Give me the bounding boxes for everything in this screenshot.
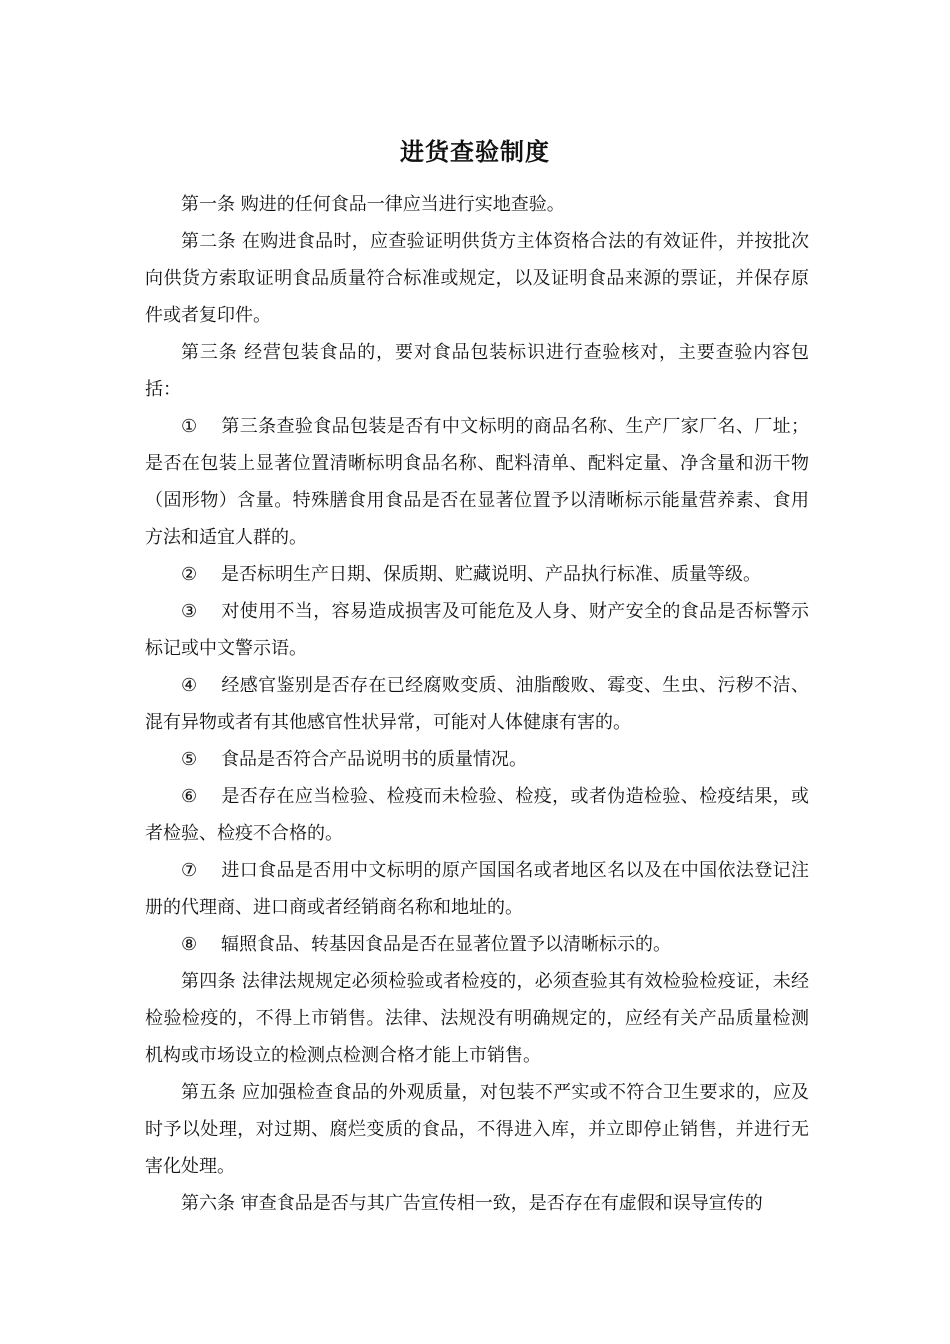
list-item-text: 对使用不当，容易造成损害及可能危及人身、财产安全的食品是否标警示标记或中文警示语。 [145, 601, 809, 659]
article-1 [145, 186, 809, 223]
list-item-text: 进口食品是否用中文标明的原产国国名或者地区名以及在中国依法登记注册的代理商、进口商或者经销商名称和地址的。 [145, 860, 809, 918]
list-item-marker: ⑤ [181, 749, 198, 770]
document-title: 进货查验制度 [400, 137, 550, 166]
article-4 [145, 963, 809, 1074]
article-3-text: 第三条 经营包装食品的，要对食品包装标识进行查验核对，主要查验内容包括： [145, 342, 809, 400]
list-item-text: 是否标明生产日期、保质期、贮藏说明、产品执行标准、质量等级。 [221, 564, 761, 585]
list-item-marker: ⑥ [181, 786, 198, 807]
list-item-text: 是否存在应当检验、检疫而未检验、检疫，或者伪造检验、检疫结果，或者检验、检疫不合格的。 [145, 786, 809, 844]
article-3 [145, 334, 809, 408]
list-item-marker: ⑧ [181, 934, 198, 955]
list-item-marker: ③ [181, 601, 198, 622]
list-item-5 [145, 741, 809, 778]
list-item-3 [145, 593, 809, 667]
list-item-4 [145, 667, 809, 741]
article-6 [145, 1185, 809, 1222]
article-4-text: 第四条 法律法规规定必须检验或者检疫的，必须查验其有效检验检疫证，未经检验检疫的，不得上市销售。法律、法规没有明确规定的，应经有关产品质量检测机构或市场设立的检测点检测合格才能上市销售。 [145, 971, 809, 1066]
list-item-text: 第三条查验食品包装是否有中文标明的商品名称、生产厂家厂名、厂址；是否在包装上显著位置清晰标明食品名称、配料清单、配料定量、净含量和沥干物（固形物）含量。特殊膳食用食品是否在显著位置予以清晰标示能量营养素、食用方法和适宜人群的。 [145, 416, 809, 548]
article-1-text: 第一条 购进的任何食品一律应当进行实地查验。 [181, 194, 565, 215]
list-item-marker: ④ [181, 675, 198, 696]
list-item-marker: ⑦ [181, 860, 198, 881]
list-item-marker: ② [181, 564, 198, 585]
list-item-text: 辐照食品、转基因食品是否在显著位置予以清晰标示的。 [221, 934, 671, 955]
list-item-marker: ① [181, 416, 198, 437]
article-2-text: 第二条 在购进食品时，应查验证明供货方主体资格合法的有效证件，并按批次向供货方索取证明食品质量符合标准或规定，以及证明食品来源的票证，并保存原件或者复印件。 [145, 231, 809, 326]
list-item-7 [145, 852, 809, 926]
list-item-1 [145, 408, 809, 556]
list-item-6 [145, 778, 809, 852]
list-item-text: 食品是否符合产品说明书的质量情况。 [221, 749, 527, 770]
list-item-8 [145, 926, 809, 963]
list-item-2 [145, 556, 809, 593]
article-5-text: 第五条 应加强检查食品的外观质量，对包装不严实或不符合卫生要求的，应及时予以处理，对过期、腐烂变质的食品，不得进入库，并立即停止销售，并进行无害化处理。 [145, 1082, 809, 1177]
article-2 [145, 223, 809, 334]
document-body [145, 186, 809, 1222]
article-6-text: 第六条 审查食品是否与其广告宣传相一致，是否存在有虚假和误导宣传的 [181, 1193, 763, 1214]
list-item-text: 经感官鉴别是否存在已经腐败变质、油脂酸败、霉变、生虫、污秽不洁、混有异物或者有其他感官性状异常，可能对人体健康有害的。 [145, 675, 809, 733]
article-5 [145, 1074, 809, 1185]
